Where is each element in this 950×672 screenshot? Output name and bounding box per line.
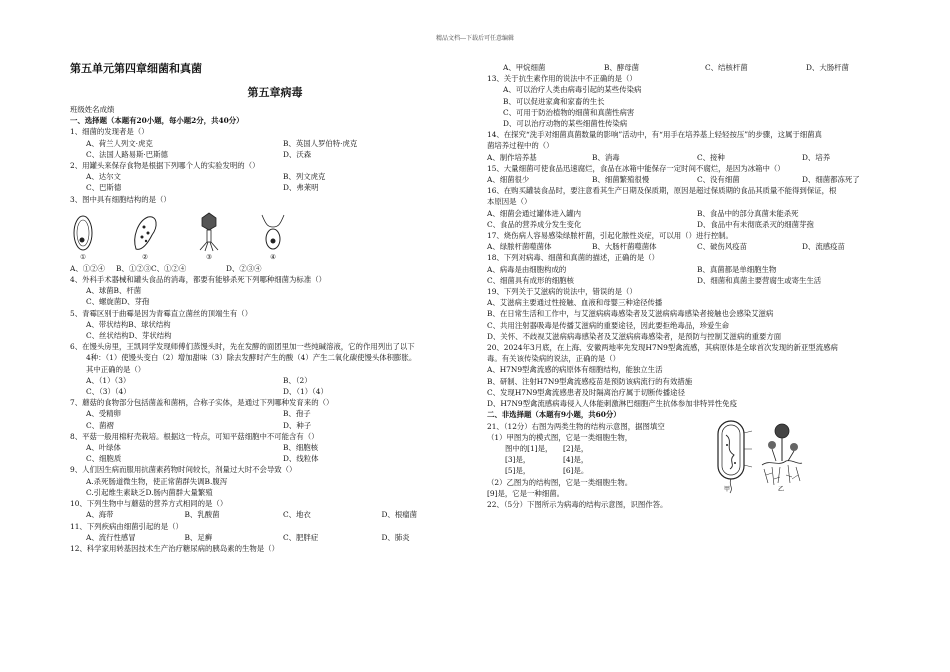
question-9: 9、人们因生病而服用抗菌素药物时间较长，剂量过大时不会导致（） bbox=[70, 465, 297, 475]
q18-options-2 bbox=[487, 275, 907, 286]
question-11: 11、下列疾病由细菌引起的是（） bbox=[70, 521, 183, 531]
question-8: 8、平菇一般用棉籽壳栽培。根据这一特点，可知平菇细胞中不可能含有（） bbox=[70, 431, 319, 441]
q17-option-b: B、大肠杆菌噬菌体 bbox=[592, 242, 657, 252]
q3-figure-3 bbox=[196, 211, 222, 261]
q12-option-a: A、甲烷细菌 bbox=[503, 63, 546, 72]
q21-blank-5: [5]是， bbox=[505, 466, 531, 476]
question-14-line-1: 14、在探究“洗手对细菌真菌数量的影响”活动中，有“用手在培养基上轻轻按压”的步骤，这属于细菌真 bbox=[487, 130, 822, 140]
q2-option-b: B、列文虎克 bbox=[283, 172, 326, 182]
q8-option-d: D、线粒体 bbox=[283, 454, 319, 464]
q12-option-c: C、结核杆菌 bbox=[705, 63, 748, 72]
q14-options bbox=[487, 152, 907, 163]
q13-option-c: C、可用于防治植物的细菌和真菌性病害 bbox=[503, 107, 635, 117]
q1-option-b: B、英国人罗伯特·虎克 bbox=[283, 138, 358, 148]
question-20-line-1: 20、2024年3月底，在上海、安徽两地率先发现H7N9型禽流感，其病原体是全球首次发现的新亚型流感病 bbox=[487, 343, 838, 353]
q11-option-d: D、肺炎 bbox=[381, 532, 410, 542]
q3-option-d: D、②③④ bbox=[226, 263, 262, 273]
q17-option-a: A、绿脓杆菌噬菌体 bbox=[487, 242, 552, 252]
q16-option-a: A、细菌会通过罐体进入罐内 bbox=[487, 208, 582, 218]
q11-option-a: A、流行性感冒 bbox=[86, 532, 136, 542]
q2-options bbox=[70, 171, 480, 182]
question-21: 21、（12分）右图为两类生物的结构示意图，据图填空 bbox=[487, 421, 665, 431]
q2-option-a: A、达尔文 bbox=[86, 172, 121, 182]
q6-option-d: D、（1）（4） bbox=[283, 387, 328, 397]
question-10: 10、下列生物中与蘑菇的营养方式相同的是（） bbox=[70, 499, 228, 509]
question-15: 15、大量细菌可使食品迅速腐烂，食品在冰箱中能保存一定时间不腐烂，是因为冰箱中（） bbox=[487, 163, 785, 173]
q3-figure-row bbox=[70, 207, 480, 261]
q11-option-b: B、足癣 bbox=[184, 532, 213, 542]
q15-option-b: B、细菌繁殖很慢 bbox=[592, 175, 650, 185]
q6-options-2 bbox=[70, 386, 480, 397]
q21-blank-1: 图中的[1]是， bbox=[505, 443, 553, 453]
q7-option-c: C、菌褶 bbox=[86, 420, 114, 430]
q19-option-a: A、艾滋病主要通过性接触、血液和母婴三种途径传播 bbox=[487, 298, 663, 308]
paramecium-icon bbox=[130, 213, 160, 253]
q14-option-d: D、培养 bbox=[802, 152, 831, 162]
q20-option-a: A、H7N9型禽流感的病原体有细胞结构，能独立生活 bbox=[487, 365, 663, 375]
q3-option-a: A、①②④ bbox=[70, 263, 105, 273]
q16-option-c: C、食品的营养成分发生变化 bbox=[487, 219, 582, 229]
question-16-line-1: 16、在购买罐装食品时，要注意看其生产日期及保质期，原因是超过保质期的食品其质量不能得到保证，根 bbox=[487, 186, 837, 196]
question-16-line-2: 本原因是（） bbox=[487, 197, 532, 207]
q5-options-2: C、丝状结构D、芽状结构 bbox=[86, 331, 172, 341]
unit-title: 第五单元第四章细菌和真菌 bbox=[70, 62, 202, 75]
q21-blank-6: [6]是。 bbox=[563, 466, 589, 476]
question-4: 4、外科手术器械和罐头食品的消毒，都要有能够杀死下列哪种细菌为标准（） bbox=[70, 275, 326, 285]
q10-option-b: B、乳酸菌 bbox=[184, 510, 220, 520]
q6-option-b: B、（2） bbox=[283, 375, 312, 385]
question-12: 12、科学家用转基因技术生产治疗糖尿病的胰岛素的生物是（） bbox=[70, 543, 279, 553]
question-14-line-2: 菌培养过程中的（） bbox=[487, 141, 554, 151]
q4-options-2: C、螺旋菌D、芽孢 bbox=[86, 297, 150, 307]
question-6-line-3: 其中正确的是（） bbox=[86, 364, 146, 374]
q3-options bbox=[70, 263, 480, 274]
question-5: 5、青霉区别于曲霉是因为青霉直立菌丝的顶端生有（） bbox=[70, 308, 253, 318]
q10-option-c: C、地衣 bbox=[283, 510, 311, 520]
q12-option-b: B、酵母菌 bbox=[604, 63, 639, 72]
q7-options-2 bbox=[70, 420, 480, 431]
q17-option-d: D、流感疫苗 bbox=[802, 242, 845, 252]
q13-option-b: B、可以促进家禽和家畜的生长 bbox=[503, 96, 605, 106]
q8-option-a: A、叶绿体 bbox=[86, 443, 121, 453]
question-3: 3、图中具有细胞结构的是（） bbox=[70, 194, 171, 204]
q14-option-c: C、接种 bbox=[697, 152, 725, 162]
q21-blank-3: [3]是， bbox=[505, 455, 531, 465]
q1-options bbox=[70, 138, 480, 149]
q6-option-a: A、（1）（3） bbox=[86, 375, 131, 385]
q19-option-d: D、关怀、不歧视艾滋病病毒感染者及艾滋病病毒感染者，是预防与控制艾滋病的重要方面 bbox=[487, 331, 782, 341]
q2-option-c: C、巴斯德 bbox=[86, 183, 122, 193]
q8-options-2 bbox=[70, 453, 480, 464]
q14-option-b: B、消毒 bbox=[592, 152, 620, 162]
q6-options bbox=[70, 375, 480, 386]
q2-options-2 bbox=[70, 182, 480, 193]
class-line: 班级姓名成绩 bbox=[70, 105, 115, 114]
q21-blank-row-3 bbox=[487, 465, 907, 476]
question-20-line-2: 毒。有关该传染病的说法，正确的是（） bbox=[487, 354, 621, 364]
q3-figure-1-label: ① bbox=[80, 252, 86, 261]
page-header: 精品文档---下载后可任意编辑 bbox=[435, 35, 515, 42]
question-21-block bbox=[487, 421, 907, 499]
q15-option-d: D、细菌都冻死了 bbox=[802, 175, 860, 185]
question-18: 18、下列对病毒、细菌和真菌的描述，正确的是（） bbox=[487, 253, 660, 263]
q21-blank-row-2 bbox=[487, 454, 907, 465]
question-6-line-1: 6、在馒头房里，王凯同学发现师傅们蒸馒头时，先在发酵的面团里加一些纯碱溶液，它的作用列出了以下 bbox=[70, 342, 415, 352]
q15-options bbox=[487, 174, 907, 185]
q21-blank-2: [2]是， bbox=[563, 443, 589, 453]
q21-fig-label-yi: 乙 bbox=[778, 485, 785, 493]
q1-option-c: C、法国人路易斯·巴斯德 bbox=[86, 149, 168, 159]
q19-option-c: C、共用注射器吸毒是传播艾滋病的重要途径，因此要拒绝毒品，珍爱生命 bbox=[487, 320, 730, 330]
q3-figure-3-label: ③ bbox=[206, 252, 212, 261]
q16-options-2 bbox=[487, 219, 907, 230]
bacteriophage-icon bbox=[196, 211, 222, 253]
q18-option-d: D、细菌和真菌主要营腐生或寄生生活 bbox=[697, 275, 822, 285]
q20-option-d: D、H7N9型禽流感病毒侵入人体能刺激淋巴细胞产生抗体参加非特异性免疫 bbox=[487, 399, 737, 409]
q5-options-1: A、带状结构B、球状结构 bbox=[86, 319, 171, 329]
yeast-cell-icon bbox=[72, 213, 94, 253]
q16-option-b: B、食品中的部分真菌未能杀死 bbox=[697, 208, 799, 218]
q8-option-c: C、细胞质 bbox=[86, 454, 122, 464]
question-1: 1、细菌的发现者是（） bbox=[70, 127, 149, 137]
q15-option-a: A、细菌很少 bbox=[487, 175, 530, 185]
chapter-title: 第五章病毒 bbox=[247, 86, 303, 99]
q21-part-1: （1）甲图为的模式图，它是一类细胞生物， bbox=[487, 432, 633, 442]
q3-figure-4-label: ④ bbox=[270, 252, 276, 261]
section-1-heading: 一、选择题（本题有20小题，每小题2分，共40分） bbox=[70, 116, 244, 126]
q2-option-d: D、弗莱明 bbox=[283, 183, 319, 193]
question-13: 13、关于抗生素作用的说法中不正确的是（） bbox=[487, 74, 637, 84]
q12-option-d: D、大肠杆菌 bbox=[806, 63, 849, 72]
right-column bbox=[487, 62, 907, 510]
q8-options bbox=[70, 442, 480, 453]
q18-option-c: C、细菌具有成形的细胞核 bbox=[487, 275, 574, 285]
q21-cell-figure bbox=[712, 419, 804, 495]
q20-option-b: B、研制、注射H7N9型禽流感疫苗是预防该病流行的有效措施 bbox=[487, 376, 693, 386]
q1-options-2 bbox=[70, 149, 480, 160]
q12-options bbox=[487, 62, 907, 73]
question-6-line-2: 4种：（1）使馒头变白（2）增加甜味（3）除去发酵时产生的酸（4）产生二氧化碳使馒头体积膨胀。 bbox=[86, 353, 417, 363]
q21-part-9: [9]是，它是一种细菌。 bbox=[487, 488, 564, 498]
q3-figure-4 bbox=[258, 211, 288, 261]
q17-option-c: C、破伤风疫苗 bbox=[697, 242, 747, 252]
q6-option-c: C、（3）（4） bbox=[86, 387, 131, 397]
q21-blank-row-1 bbox=[487, 443, 907, 454]
q7-option-d: D、种子 bbox=[283, 420, 312, 430]
q10-options bbox=[70, 509, 480, 520]
q9-options-2: C.引起维生素缺乏D.肠内菌群大量繁殖 bbox=[86, 487, 213, 497]
q7-option-b: B、孢子 bbox=[283, 409, 311, 419]
q21-part-2: （2）乙图为的结构图，它是一类细胞生物。 bbox=[487, 477, 633, 487]
q3-option-bc: B、①②③C、①②④ bbox=[116, 263, 187, 273]
q16-option-d: D、食品中有未彻底杀灭的细菌芽孢 bbox=[697, 219, 814, 229]
q14-option-a: A、制作培养基 bbox=[487, 152, 537, 162]
q3-figure-1 bbox=[72, 213, 94, 261]
section-2-heading: 二、非选择题（本题有9小题，共60分） bbox=[487, 410, 621, 420]
q3-figure-2-label: ② bbox=[142, 252, 148, 261]
q8-option-b: B、细胞核 bbox=[283, 443, 318, 453]
q7-options bbox=[70, 408, 480, 419]
q21-fig-label-jia: 甲 bbox=[724, 485, 731, 493]
question-7: 7、蘑菇的食物部分包括菌盖和菌柄，合称子实体，是通过下列哪种发育来的（） bbox=[70, 398, 334, 408]
q18-option-a: A、病毒是由细胞构成的 bbox=[487, 264, 567, 274]
q7-option-a: A、受精卵 bbox=[86, 409, 121, 419]
q18-options bbox=[487, 264, 907, 275]
q20-option-c: C、发现H7N9型禽流感患者及时隔离治疗属于切断传播途径 bbox=[487, 387, 685, 397]
q21-blank-4: [4]是， bbox=[563, 455, 589, 465]
q4-options-1: A、球菌B、杆菌 bbox=[86, 286, 142, 296]
q13-option-d: D、可以治疗动物的某些细菌性传染病 bbox=[503, 119, 628, 129]
question-19: 19、下列关于艾滋病的说法中，错误的是（） bbox=[487, 287, 637, 297]
q13-option-a: A、可以治疗人类由病毒引起的某些传染病 bbox=[503, 85, 642, 95]
q11-options bbox=[70, 532, 480, 543]
q1-option-a: A、荷兰人列文·虎克 bbox=[86, 138, 153, 148]
euglena-icon bbox=[258, 211, 288, 253]
q17-options bbox=[487, 241, 907, 252]
question-17: 17、烧伤病人容易感染绿脓杆菌，引起化脓性炎症，可以用（）进行控制。 bbox=[487, 231, 733, 241]
q19-option-b: B、在日常生活和工作中，与艾滋病病毒感染者及艾滋病病毒感染者接触也会感染艾滋病 bbox=[487, 309, 774, 319]
q3-figure-2 bbox=[130, 213, 160, 261]
q9-options-1: A.杀死肠道微生物，使正常菌群失调B.腹泻 bbox=[86, 476, 228, 486]
q16-options bbox=[487, 208, 907, 219]
left-column bbox=[70, 60, 480, 554]
question-2: 2、用罐头来保存食物是根据下列哪个人的实验发明的（） bbox=[70, 161, 260, 171]
q10-option-d: D、根瘤菌 bbox=[381, 510, 417, 520]
question-22: 22、（5分）下图所示为病毒的结构示意图，识图作答。 bbox=[487, 499, 668, 509]
q11-option-c: C、肥胖症 bbox=[283, 532, 319, 542]
q18-option-b: B、真菌都是单细胞生物 bbox=[697, 264, 777, 274]
q1-option-d: D、沃森 bbox=[283, 149, 312, 159]
q10-option-a: A、海带 bbox=[86, 510, 114, 520]
q15-option-c: C、没有细菌 bbox=[697, 175, 740, 185]
